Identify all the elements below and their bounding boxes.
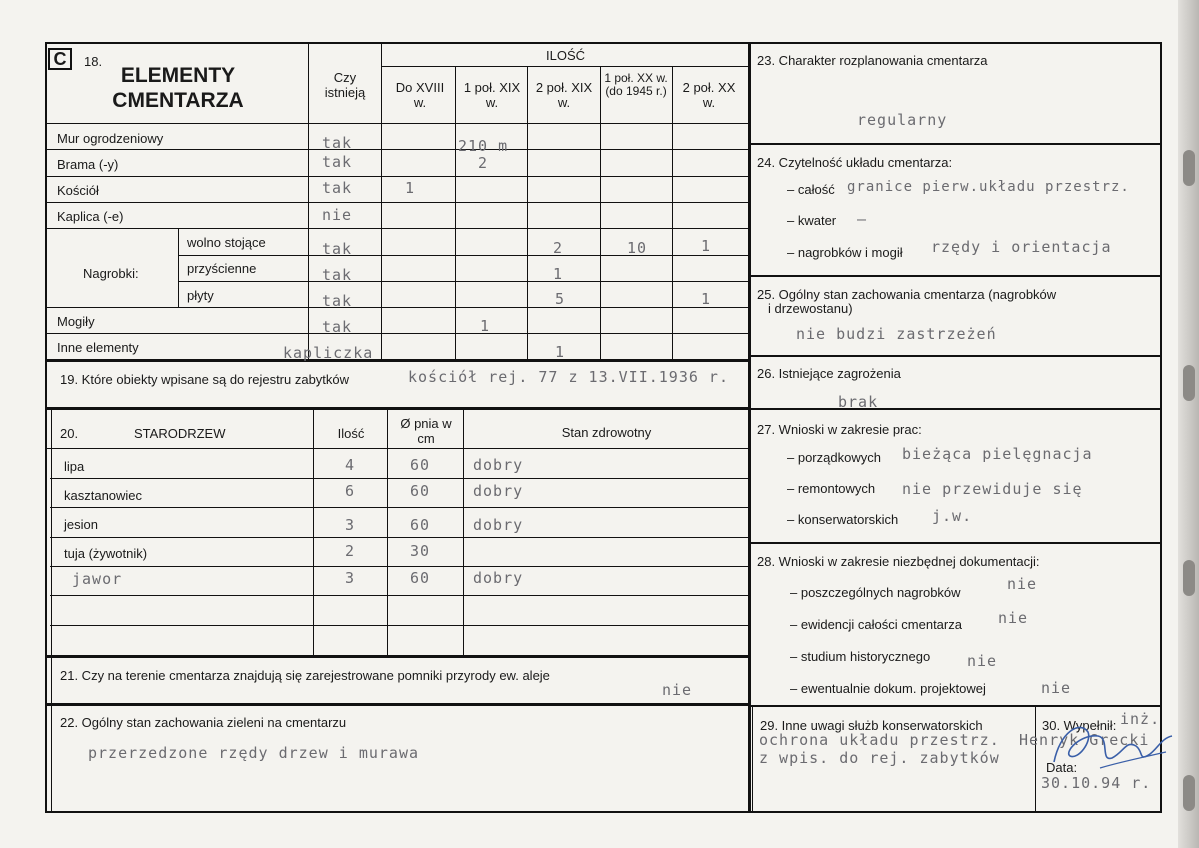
grid-line (50, 478, 748, 479)
grid-line (178, 281, 748, 282)
grid-line (51, 407, 52, 655)
q23-value: regularny (857, 111, 948, 129)
q27-item-value: nie przewiduje się (902, 480, 1083, 498)
row-label: przyścienne (187, 261, 257, 276)
grid-line (748, 275, 1162, 277)
binder-hole (1183, 775, 1195, 811)
grid-line (45, 811, 1162, 813)
tree-diameter: 60 (410, 569, 431, 587)
section-letter: C (48, 48, 72, 70)
trees-number: 20. (60, 426, 79, 441)
trees-title: STARODRZEW (134, 426, 226, 441)
tree-count: 3 (345, 569, 356, 587)
grid-line (50, 537, 748, 538)
exists-value: tak (322, 179, 353, 197)
q25-label: 25. Ogólny stan zachowania cmentarza (nagrobków (757, 287, 1057, 302)
grid-line (381, 42, 382, 359)
grid-line (748, 143, 1162, 145)
binder-hole (1183, 365, 1195, 401)
q29-value-line1: ochrona układu przestrz. (759, 731, 1000, 749)
grid-line (47, 655, 748, 658)
q27-item-value: j.w. (932, 507, 973, 525)
count-value: 1 (553, 265, 564, 283)
count-value: 1 (701, 290, 712, 308)
period-2: 1 poł. XIX w. (463, 80, 521, 110)
grid-line (672, 66, 673, 359)
q29-label: 29. Inne uwagi służb konserwatorskich (760, 718, 983, 733)
exists-value: tak (322, 153, 353, 171)
count-value: 1 (405, 179, 416, 197)
grid-line (47, 228, 748, 229)
period-5: 2 poł. XX w. (682, 80, 736, 110)
tree-state: dobry (473, 456, 524, 474)
row-label: Mogiły (57, 314, 95, 329)
tree-count: 4 (345, 456, 356, 474)
tree-name: jawor (72, 570, 123, 588)
grid-line (50, 625, 748, 626)
q28-item-label: – poszczególnych nagrobków (790, 585, 961, 600)
tree-count: 3 (345, 516, 356, 534)
binder-hole (1183, 150, 1195, 186)
count-value: 1 (480, 317, 491, 335)
grid-line (47, 176, 748, 177)
q28-item-value: nie (1007, 575, 1038, 593)
grid-line (47, 202, 748, 203)
q26-value: brak (838, 393, 879, 411)
grid-line (50, 566, 748, 567)
period-4: 1 poł. XX w. (do 1945 r.) (604, 71, 668, 98)
tree-state: dobry (473, 516, 524, 534)
count-value: 1 (555, 343, 566, 361)
q19-value: kościół rej. 77 z 13.VII.1936 r. (408, 368, 729, 386)
grid-line (748, 542, 1162, 544)
tree-state: dobry (473, 482, 524, 500)
count-value: 1 (701, 237, 712, 255)
grid-line (47, 333, 748, 334)
q21-value: nie (662, 681, 693, 699)
q27-item-label: – konserwatorskich (787, 512, 899, 527)
q22-label: 22. Ogólny stan zachowania zieleni na cmentarzu (60, 715, 347, 730)
exists-value: tak (322, 240, 353, 258)
row-label: płyty (187, 288, 214, 303)
tree-name: tuja (żywotnik) (64, 546, 148, 561)
q24-item-value: granice pierw.układu przestrz. (847, 179, 1130, 195)
row-label: Kościół (57, 183, 99, 198)
q24-item-label: – całość (787, 182, 835, 197)
grid-line (178, 228, 179, 307)
q25-value: nie budzi zastrzeżeń (796, 325, 997, 343)
grid-line (47, 359, 748, 362)
q24-item-value: rzędy i orientacja (931, 238, 1112, 256)
grid-line (527, 66, 528, 359)
tree-count: 6 (345, 482, 356, 500)
grid-line (752, 705, 753, 811)
q27-label: 27. Wnioski w zakresie prac: (757, 422, 922, 437)
tree-diameter: 30 (410, 542, 431, 560)
q30-date-label: Data: (1046, 760, 1078, 775)
q28-item-label: – ewentualnie dokum. projektowej (790, 681, 986, 696)
count-value: 2 (478, 154, 489, 172)
col-ilosc: ILOŚĆ (545, 48, 585, 63)
q30-name: Henryk Grecki (1019, 731, 1150, 749)
grid-line (748, 705, 1162, 707)
grid-line (45, 42, 47, 813)
exists-value: nie (322, 206, 353, 224)
grid-line (1160, 42, 1162, 813)
grid-line (50, 507, 748, 508)
section-number: 18. (84, 54, 103, 69)
count-value: 210 m (458, 137, 509, 155)
grid-line (387, 407, 388, 655)
col-czy-istnieja: Czy istnieją (324, 70, 366, 100)
tree-state: dobry (473, 569, 524, 587)
title-line-1: ELEMENTY (120, 64, 236, 87)
trees-col-diameter: Ø pnia w cm (400, 416, 452, 446)
exists-value: tak (322, 292, 353, 310)
q24-item-label: – nagrobków i mogił (787, 245, 903, 260)
exists-value: tak (322, 134, 353, 152)
period-3: 2 poł. XIX w. (535, 80, 593, 110)
grid-line (47, 123, 748, 124)
tree-diameter: 60 (410, 456, 431, 474)
grid-line (381, 66, 748, 67)
grid-line (178, 255, 748, 256)
tree-diameter: 60 (410, 516, 431, 534)
q23-label: 23. Charakter rozplanowania cmentarza (757, 53, 988, 68)
grid-line (47, 703, 748, 706)
row-label: Kaplica (-e) (57, 209, 124, 224)
exists-value: tak (322, 266, 353, 284)
period-1: Do XVIII w. (395, 80, 445, 110)
q27-item-value: bieżąca pielęgnacja (902, 445, 1093, 463)
grid-line (47, 448, 748, 449)
q27-item-label: – remontowych (787, 481, 876, 496)
tree-diameter: 60 (410, 482, 431, 500)
q19-label: 19. Które obiekty wpisane są do rejestru zabytków (60, 372, 350, 387)
exists-value: kapliczka (283, 344, 374, 362)
q30-label: 30. Wypełnił: (1042, 718, 1117, 733)
row-label: Mur ogrodzeniowy (57, 131, 164, 146)
handwritten-signature (1040, 712, 1178, 792)
paper-edge (1178, 0, 1199, 848)
q28-label: 28. Wnioski w zakresie niezbędnej dokumentacji: (757, 554, 1040, 569)
tree-name: lipa (64, 459, 85, 474)
grid-line (308, 42, 309, 359)
tree-name: jesion (64, 517, 98, 532)
q28-item-value: nie (1041, 679, 1072, 697)
grid-line (50, 595, 748, 596)
row-label: Inne elementy (57, 340, 139, 355)
title-line-2: CMENTARZA (112, 89, 244, 112)
grid-line (47, 149, 748, 150)
q25-label-2: i drzewostanu) (768, 301, 853, 316)
q30-date: 30.10.94 r. (1041, 774, 1152, 792)
grid-line (313, 407, 314, 655)
count-value: 10 (627, 239, 648, 257)
grid-line (47, 407, 748, 410)
grid-line (1035, 705, 1036, 811)
grid-line (600, 66, 601, 359)
q28-item-value: nie (998, 609, 1029, 627)
q28-item-label: – ewidencji całości cmentarza (790, 617, 962, 632)
tree-name: kasztanowiec (64, 488, 143, 503)
q21-label: 21. Czy na terenie cmentarza znajdują się zarejestrowane pomniki przyrody ew. aleje (60, 668, 550, 683)
q24-label: 24. Czytelność układu cmentarza: (757, 155, 953, 170)
grid-line (455, 66, 456, 359)
row-label: Brama (-y) (57, 157, 119, 172)
q28-item-label: – studium historycznego (790, 649, 931, 664)
grid-line (463, 407, 464, 655)
binder-hole (1183, 560, 1195, 596)
exists-value: tak (322, 318, 353, 336)
q29-value-line2: z wpis. do rej. zabytków (759, 749, 1000, 767)
trees-col-count: Ilość (337, 426, 365, 441)
grid-line (51, 655, 52, 811)
count-value: 2 (553, 239, 564, 257)
q24-item-value: – (857, 210, 868, 228)
q27-item-label: – porządkowych (787, 450, 881, 465)
grid-line (45, 42, 1162, 44)
count-value: 5 (555, 290, 566, 308)
q26-label: 26. Istniejące zagrożenia (757, 366, 901, 381)
tree-count: 2 (345, 542, 356, 560)
grid-line (748, 355, 1162, 357)
q28-item-value: nie (967, 652, 998, 670)
q22-value: przerzedzone rzędy drzew i murawa (88, 744, 420, 762)
row-label: wolno stojące (187, 235, 266, 250)
q30-title: inż. (1120, 710, 1161, 728)
grid-line (47, 307, 748, 308)
nagrobki-label: Nagrobki: (83, 266, 139, 281)
trees-col-state: Stan zdrowotny (561, 425, 652, 440)
q24-item-label: – kwater (787, 213, 837, 228)
grid-line (748, 408, 1162, 410)
